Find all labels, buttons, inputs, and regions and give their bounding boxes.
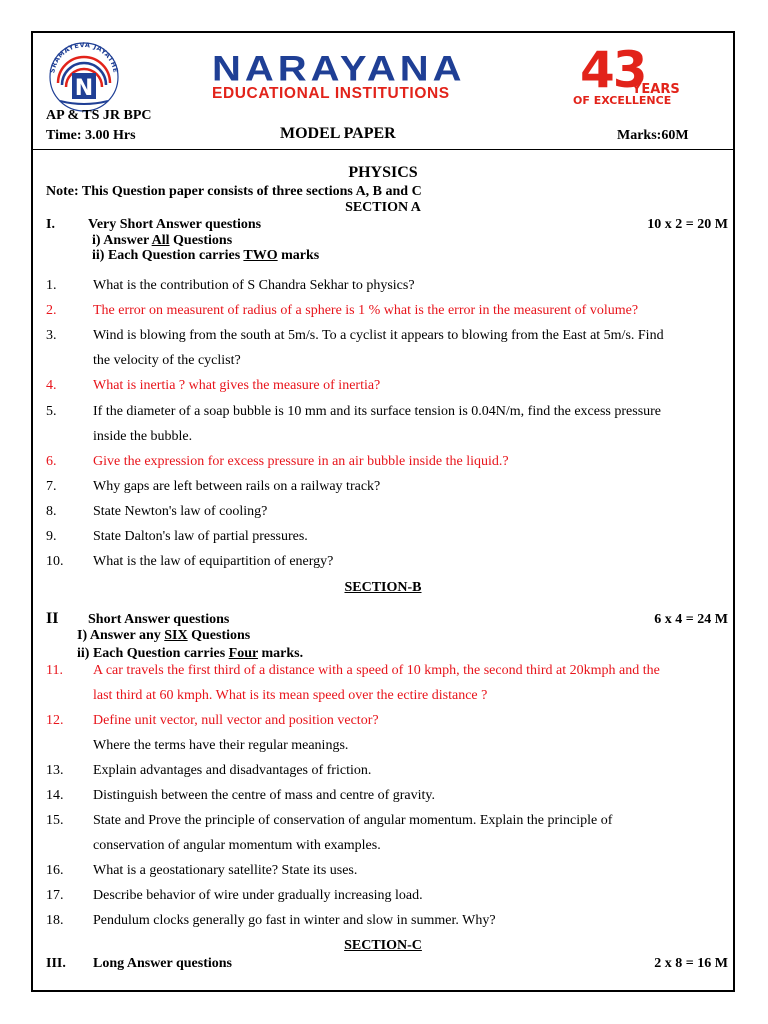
years-of-excellence-badge	[572, 41, 706, 107]
section-a-title: Very Short Answer questions	[88, 217, 262, 232]
section-a-heading: SECTION A	[345, 200, 421, 215]
narayana-logo-icon	[46, 37, 122, 113]
section-a-instruction-1: i) Answer All Questions	[92, 233, 233, 248]
subject-title: PHYSICS	[348, 164, 418, 181]
section-b-heading: SECTION-B	[344, 580, 422, 595]
section-b-roman: II	[46, 610, 59, 627]
years-number: 43	[580, 41, 646, 99]
section-a-marks: 10 x 2 = 20 M	[647, 217, 728, 232]
section-b-marks: 6 x 4 = 24 M	[654, 612, 728, 627]
section-c-roman: III.	[46, 956, 66, 971]
section-a-roman: I.	[46, 217, 55, 232]
header-divider	[31, 149, 735, 150]
brand-name: NARAYANA	[212, 49, 466, 89]
section-b-instruction-2: ii) Each Question carries Four marks.	[77, 646, 304, 661]
paper-note: Note: This Question paper consists of three sections A, B and C	[46, 184, 422, 199]
brand-subtitle: EDUCATIONAL INSTITUTIONS	[212, 85, 450, 102]
course-label: AP & TS JR BPC	[46, 108, 152, 123]
section-b-instruction-1: I) Answer any SIX Questions	[77, 628, 251, 643]
section-c-heading: SECTION-C	[344, 938, 422, 953]
logo-motto: SRAMAYEVA JAYATHE	[48, 40, 120, 74]
marks-label: Marks:60M	[617, 128, 689, 143]
section-c-title: Long Answer questions	[93, 956, 233, 971]
brand-block	[212, 49, 542, 102]
years-tagline: OF EXCELLENCE	[573, 94, 672, 107]
section-a-instruction-2: ii) Each Question carries TWO marks	[92, 248, 320, 263]
time-label: Time: 3.00 Hrs	[46, 128, 136, 143]
section-b-title: Short Answer questions	[88, 612, 230, 627]
section-c-marks: 2 x 8 = 16 M	[654, 956, 728, 971]
logo-letter: N	[74, 76, 94, 101]
paper-title: MODEL PAPER	[280, 125, 396, 142]
years-word: YEARS	[632, 82, 680, 97]
